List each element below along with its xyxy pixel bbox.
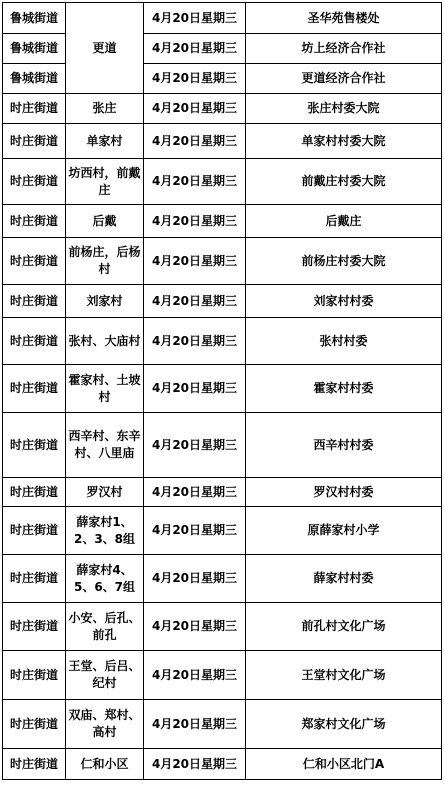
date-cell: 4月20日星期三 [144,507,246,555]
table-row [3,478,442,507]
table-row [3,555,442,603]
site-cell: 王堂村文化广场 [246,651,442,700]
date-cell: 4月20日星期三 [144,94,246,124]
site-cell: 后戴庄 [246,205,442,238]
table-row [3,238,442,285]
site-cell: 原薛家村小学 [246,507,442,555]
site-cell: 张村村委 [246,318,442,365]
street-cell: 时庄街道 [3,700,66,749]
date-cell: 4月20日星期三 [144,700,246,749]
site-cell: 前戴庄村委大院 [246,159,442,205]
street-cell: 鲁城街道 [3,34,66,64]
street-cell: 时庄街道 [3,365,66,413]
area-cell: 小安、后孔、前孔 [66,603,144,651]
date-cell: 4月20日星期三 [144,603,246,651]
date-cell: 4月20日星期三 [144,3,246,34]
date-cell: 4月20日星期三 [144,318,246,365]
site-cell: 张庄村委大院 [246,94,442,124]
table-row [3,3,442,34]
area-cell: 前杨庄，后杨村 [66,238,144,285]
area-cell: 西辛村、东辛村、八里庙 [66,413,144,478]
date-cell: 4月20日星期三 [144,205,246,238]
street-cell: 时庄街道 [3,507,66,555]
date-cell: 4月20日星期三 [144,285,246,318]
site-cell: 霍家村村委 [246,365,442,413]
street-cell: 时庄街道 [3,205,66,238]
area-cell: 霍家村、土坡村 [66,365,144,413]
date-cell: 4月20日星期三 [144,159,246,205]
schedule-table-body [3,3,442,780]
street-cell: 时庄街道 [3,478,66,507]
table-row [3,159,442,205]
table-row [3,603,442,651]
table-row [3,285,442,318]
street-cell: 时庄街道 [3,651,66,700]
street-cell: 时庄街道 [3,749,66,780]
date-cell: 4月20日星期三 [144,238,246,285]
area-cell: 刘家村 [66,285,144,318]
street-cell: 鲁城街道 [3,64,66,94]
street-cell: 时庄街道 [3,238,66,285]
date-cell: 4月20日星期三 [144,64,246,94]
area-cell: 坊西村，前戴庄 [66,159,144,205]
date-cell: 4月20日星期三 [144,365,246,413]
site-cell: 西辛村村委 [246,413,442,478]
site-cell: 郑家村文化广场 [246,700,442,749]
site-cell: 坊上经济合作社 [246,34,442,64]
table-row [3,365,442,413]
area-cell: 单家村 [66,124,144,159]
area-cell: 双庙、郑村、高村 [66,700,144,749]
date-cell: 4月20日星期三 [144,34,246,64]
site-cell: 罗汉村村委 [246,478,442,507]
street-cell: 时庄街道 [3,159,66,205]
street-cell: 鲁城街道 [3,3,66,34]
site-cell: 仁和小区北门A [246,749,442,780]
table-row [3,749,442,780]
area-cell: 罗汉村 [66,478,144,507]
area-cell: 张村、大庙村 [66,318,144,365]
street-cell: 时庄街道 [3,603,66,651]
table-row [3,205,442,238]
street-cell: 时庄街道 [3,94,66,124]
site-cell: 薛家村村委 [246,555,442,603]
area-cell: 薛家村4、5、6、7组 [66,555,144,603]
schedule-table [2,2,442,780]
date-cell: 4月20日星期三 [144,555,246,603]
site-cell: 前孔村文化广场 [246,603,442,651]
table-row [3,413,442,478]
street-cell: 时庄街道 [3,318,66,365]
area-cell: 更道 [66,3,144,94]
area-cell: 后戴 [66,205,144,238]
street-cell: 时庄街道 [3,555,66,603]
table-row [3,651,442,700]
site-cell: 前杨庄村委大院 [246,238,442,285]
street-cell: 时庄街道 [3,285,66,318]
street-cell: 时庄街道 [3,124,66,159]
area-cell: 薛家村1、2、3、8组 [66,507,144,555]
table-row [3,507,442,555]
site-cell: 更道经济合作社 [246,64,442,94]
site-cell: 圣华苑售楼处 [246,3,442,34]
table-row [3,124,442,159]
site-cell: 刘家村村委 [246,285,442,318]
area-cell: 仁和小区 [66,749,144,780]
date-cell: 4月20日星期三 [144,413,246,478]
street-cell: 时庄街道 [3,413,66,478]
table-row [3,94,442,124]
date-cell: 4月20日星期三 [144,749,246,780]
date-cell: 4月20日星期三 [144,124,246,159]
table-row [3,318,442,365]
area-cell: 王堂、后吕、纪村 [66,651,144,700]
site-cell: 单家村村委大院 [246,124,442,159]
date-cell: 4月20日星期三 [144,478,246,507]
table-row [3,700,442,749]
date-cell: 4月20日星期三 [144,651,246,700]
area-cell: 张庄 [66,94,144,124]
